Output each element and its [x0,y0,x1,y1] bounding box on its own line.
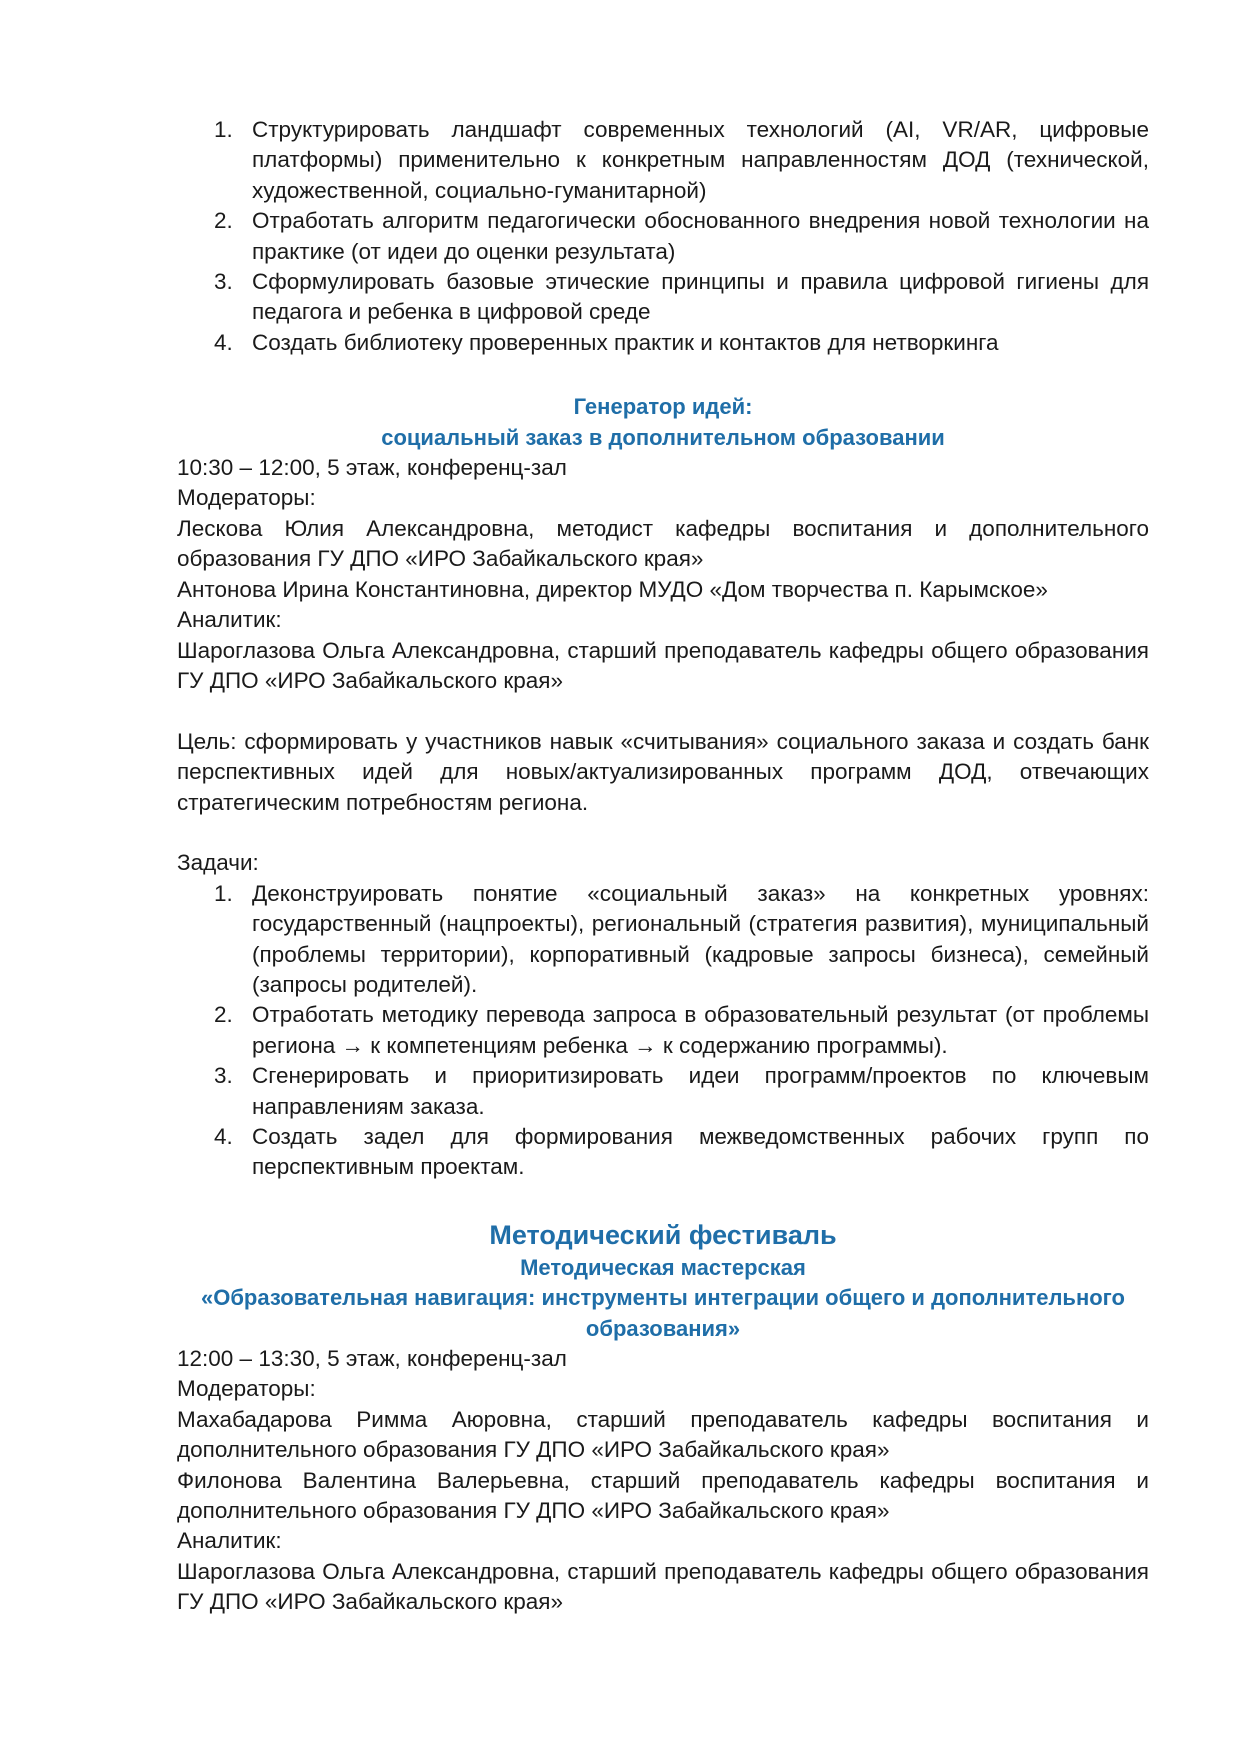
section1-moderator-2: Антонова Ирина Константиновна, директор МУДО «Дом творчества п. Карымское» [177,576,1048,602]
section1-moderators-label: Модераторы: [177,485,316,511]
list-item: 4. Создать задел для формирования межведомственных рабочих групп по перспективным проектам. [214,1123,1149,1180]
list-item: 3. Сформулировать базовые этические принципы и правила цифровой гигиены для педагога и ребенка в цифровой среде [214,269,1149,325]
list-item: 4. Создать библиотеку проверенных практик и контактов для нетворкинга [214,329,999,355]
section1-title-line2: социальный заказ в дополнительном образовании [381,424,945,450]
section1-analyst: Шароглазова Ольга Александровна, старший преподаватель кафедры общего образования ГУ ДПО «ИРО Забайкальского края» [177,637,1149,693]
section2-analyst-label: Аналитик: [177,1528,282,1554]
list-item: 1. Деконструировать понятие «социальный заказ» на конкретных уровнях: государственный (нацпроекты), региональный (стратегия развития), муниципальный (проблемы территории), корпоративный (кадровые запросы бизнеса), семейный (запросы родителей). [214,880,1149,997]
top-task-list [177,115,1149,358]
section1-tasks-label: Задачи: [177,850,259,876]
list-item: 3. Сгенерировать и приоритизировать идеи программ/проектов по ключевым направлениям заказа. [214,1063,1149,1119]
section1-title-line1: Генератор идей: [573,394,753,420]
list-item: 2. Отработать алгоритм педагогически обоснованного внедрения новой технологии на практике (от идеи до оценки результата) [214,208,1149,264]
list-item: 2. Отработать методику перевода запроса в образовательный результат (от проблемы региона → к компетенциям ребенка → к содержанию программы). [214,1002,1149,1058]
section2-title: Методический фестиваль [489,1219,837,1250]
section2-moderator-2: Филонова Валентина Валерьевна, старший преподаватель кафедры воспитания и дополнительного образования ГУ ДПО «ИРО Забайкальского края» [177,1467,1149,1524]
section2-moderator-1: Махабадарова Римма Аюровна, старший преподаватель кафедры воспитания и дополнительного образования ГУ ДПО «ИРО Забайкальского края» [177,1406,1149,1463]
section2-time: 12:00 – 13:30, 5 этаж, конференц-зал [177,1346,567,1371]
list-item: 1. Структурировать ландшафт современных технологий (AI, VR/AR, цифровые платформы) применительно к конкретным направленностям ДОД (технической, художественной, социально-гуманитарной) [214,117,1149,203]
section2-workshop-title: «Образовательная навигация: инструменты интеграции общего и дополнительного образования» [201,1285,1125,1341]
section2-moderators-label: Модераторы: [177,1376,316,1402]
section2-analyst: Шароглазова Ольга Александровна, старший преподаватель кафедры общего образования ГУ ДПО «ИРО Забайкальского края» [177,1558,1149,1615]
section1-moderator-1: Лескова Юлия Александровна, методист кафедры воспитания и дополнительного образования ГУ ДПО «ИРО Забайкальского края» [177,515,1149,572]
section1-time: 10:30 – 12:00, 5 этаж, конференц-зал [177,455,567,481]
section1-task-list [177,879,1149,1183]
section1-analyst-label: Аналитик: [177,607,282,633]
section1-goal: Цель: сформировать у участников навык «считывания» социального заказа и создать банк перспективных идей для новых/актуализированных программ ДОД, отвечающих стратегическим потребностям региона. [177,728,1149,815]
page-content [177,115,1149,1618]
section2-subtitle: Методическая мастерская [520,1254,806,1280]
